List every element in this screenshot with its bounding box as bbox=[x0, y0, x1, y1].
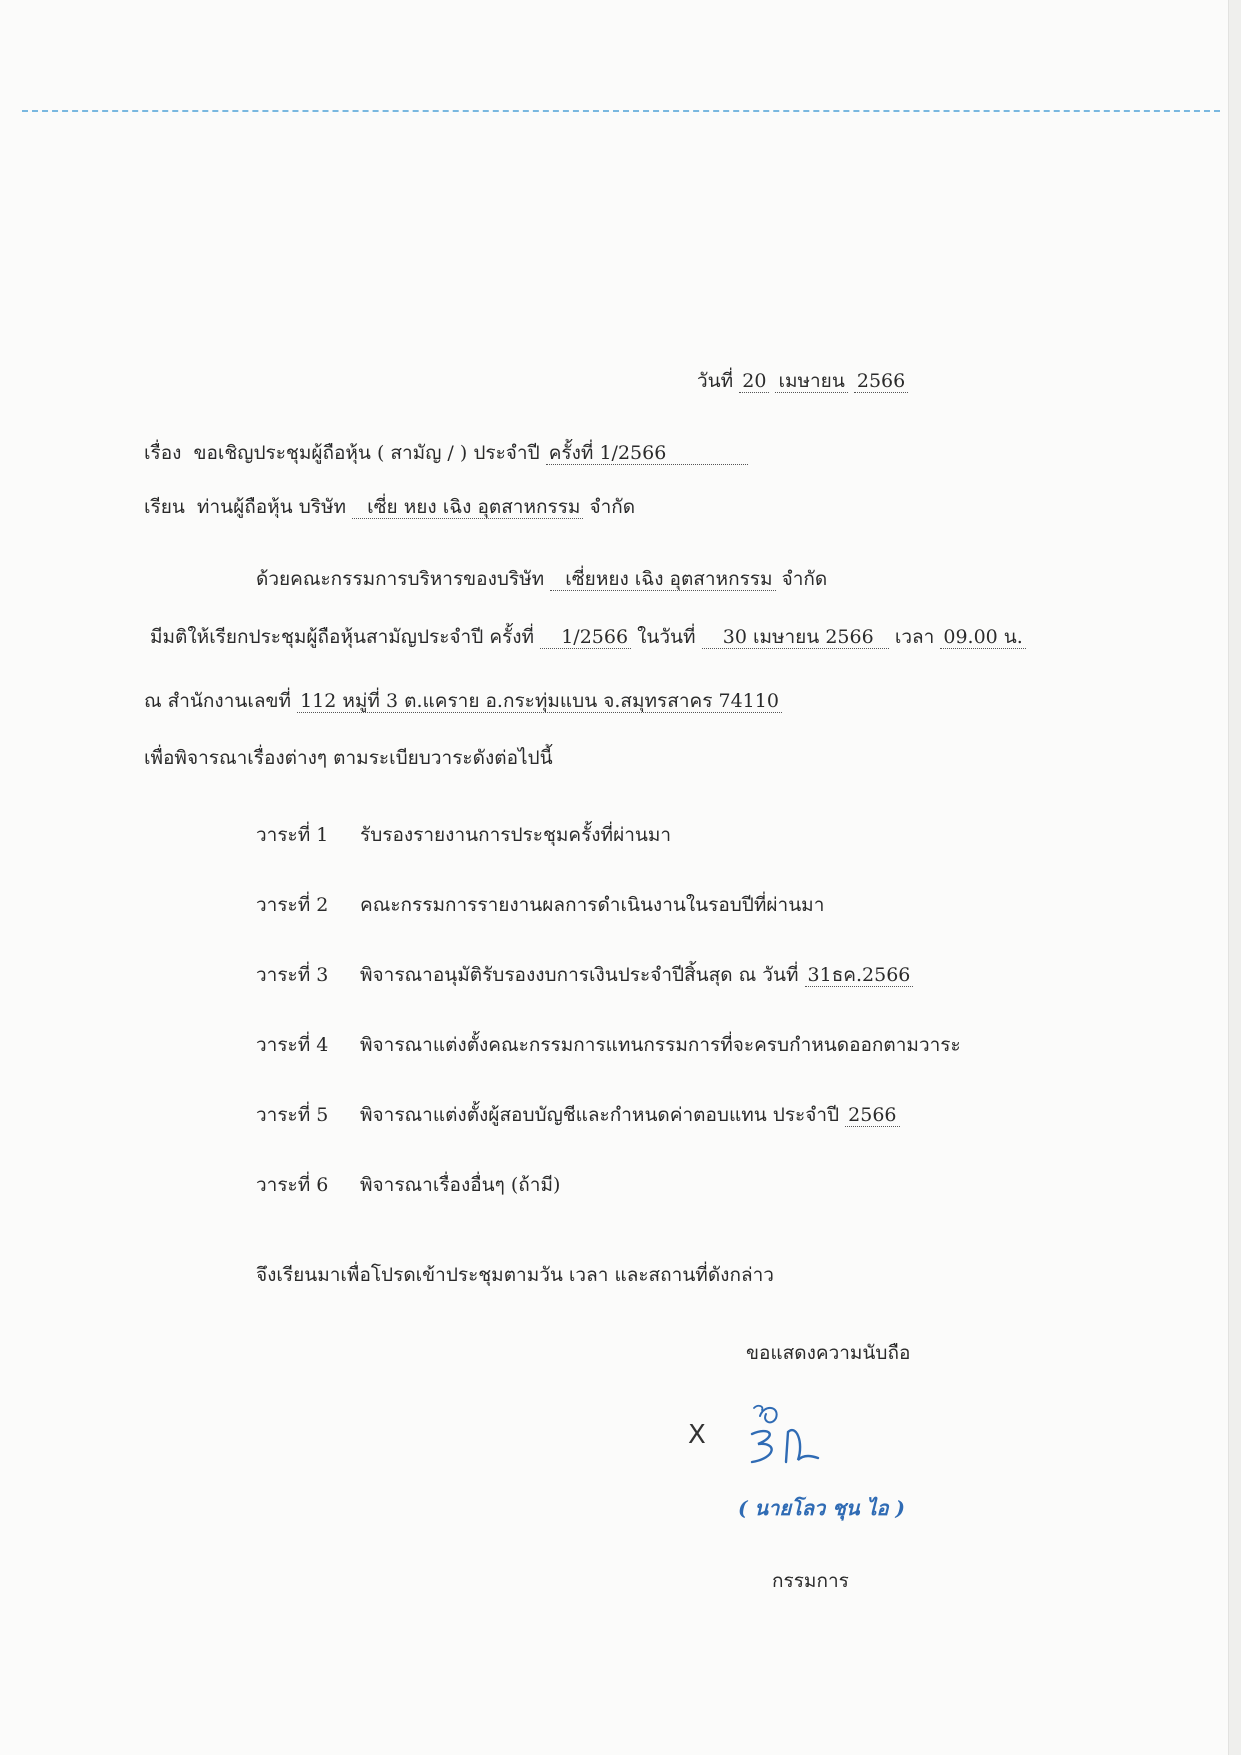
subject-line bbox=[144, 440, 748, 466]
agenda-item: วาระที่ 1 รับรองรายงานการประชุมครั้งที่ผ่านมา bbox=[256, 824, 672, 846]
body-line-1: ด้วยคณะกรรมการบริหารของบริษัท เซี่ยหยง เฉิง อุตสาหกรรม จำกัด bbox=[256, 568, 828, 590]
meeting-time: 09.00 น. bbox=[940, 626, 1025, 649]
date-day: 20 bbox=[739, 370, 769, 393]
agenda-item: วาระที่ 4 พิจารณาแต่งตั้งคณะกรรมการแทนกรรมการที่จะครบกำหนดออกตามวาระ bbox=[256, 1034, 961, 1056]
closing-text: จึงเรียนมาเพื่อโปรดเข้าประชุมตามวัน เวลา และสถานที่ดังกล่าว bbox=[256, 1264, 774, 1286]
date-year: 2566 bbox=[854, 370, 908, 393]
body-company: เซี่ยหยง เฉิง อุตสาหกรรม bbox=[550, 568, 775, 591]
body-line-3: ณ สำนักงานเลขที่ 112 หมู่ที่ 3 ต.แคราย อ.กระทุ่มแบน จ.สมุทรสาคร 74110 bbox=[144, 688, 782, 714]
regards-text: ขอแสดงความนับถือ bbox=[746, 1342, 911, 1364]
addressee-line bbox=[144, 494, 635, 520]
body-line-2: มีมติให้เรียกประชุมผู้ถือหุ้นสามัญประจำปี ครั้งที่ 1/2566 ในวันที่ 30 เมษายน 2566 เวลา 09.00 น. bbox=[150, 624, 1026, 650]
date-line bbox=[697, 368, 908, 394]
subject-label: เรื่อง bbox=[144, 442, 182, 464]
addressee-label: เรียน bbox=[144, 496, 185, 518]
subject-times: ครั้งที่ 1/2566 bbox=[546, 442, 748, 465]
body-line-4: เพื่อพิจารณาเรื่องต่างๆ ตามระเบียบวาระดังต่อไปนี้ bbox=[144, 747, 553, 769]
agenda-item: วาระที่ 5 พิจารณาแต่งตั้งผู้สอบบัญชีและกำหนดค่าตอบแทน ประจำปี 2566 bbox=[256, 1102, 900, 1128]
meeting-date: 30 เมษายน 2566 bbox=[702, 626, 889, 649]
handwritten-signature bbox=[740, 1402, 850, 1472]
addressee-company: เซี่ย หยง เฉิง อุตสาหกรรม bbox=[352, 496, 583, 519]
page-edge bbox=[1228, 0, 1241, 1755]
position-title: กรรมการ bbox=[772, 1570, 849, 1592]
agenda-item: วาระที่ 6 พิจารณาเรื่องอื่นๆ (ถ้ามี) bbox=[256, 1174, 561, 1196]
dashed-separator bbox=[22, 110, 1220, 112]
meeting-times: 1/2566 bbox=[540, 626, 631, 649]
meeting-address: 112 หมู่ที่ 3 ต.แคราย อ.กระทุ่มแบน จ.สมุทรสาคร 74110 bbox=[297, 690, 782, 713]
signature-x-mark: X bbox=[688, 1420, 706, 1450]
addressee-text: ท่านผู้ถือหุ้น บริษัท bbox=[196, 496, 347, 518]
agenda-item: วาระที่ 3 พิจารณาอนุมัติรับรองงบการเงินประจำปีสิ้นสุด ณ วันที่ 31ธค.2566 bbox=[256, 962, 913, 988]
subject-text: ขอเชิญประชุมผู้ถือหุ้น ( สามัญ / ) ประจำปี bbox=[193, 442, 540, 464]
agenda-fill: 31ธค.2566 bbox=[805, 964, 914, 987]
agenda-item: วาระที่ 2 คณะกรรมการรายงานผลการดำเนินงานในรอบปีที่ผ่านมา bbox=[256, 894, 825, 916]
agenda-fill: 2566 bbox=[845, 1104, 899, 1127]
addressee-suffix: จำกัด bbox=[589, 496, 636, 518]
date-label: วันที่ bbox=[697, 370, 734, 392]
date-month: เมษายน bbox=[775, 370, 847, 393]
signatory-name: ( นายโลว ชุน ไอ ) bbox=[738, 1496, 905, 1520]
